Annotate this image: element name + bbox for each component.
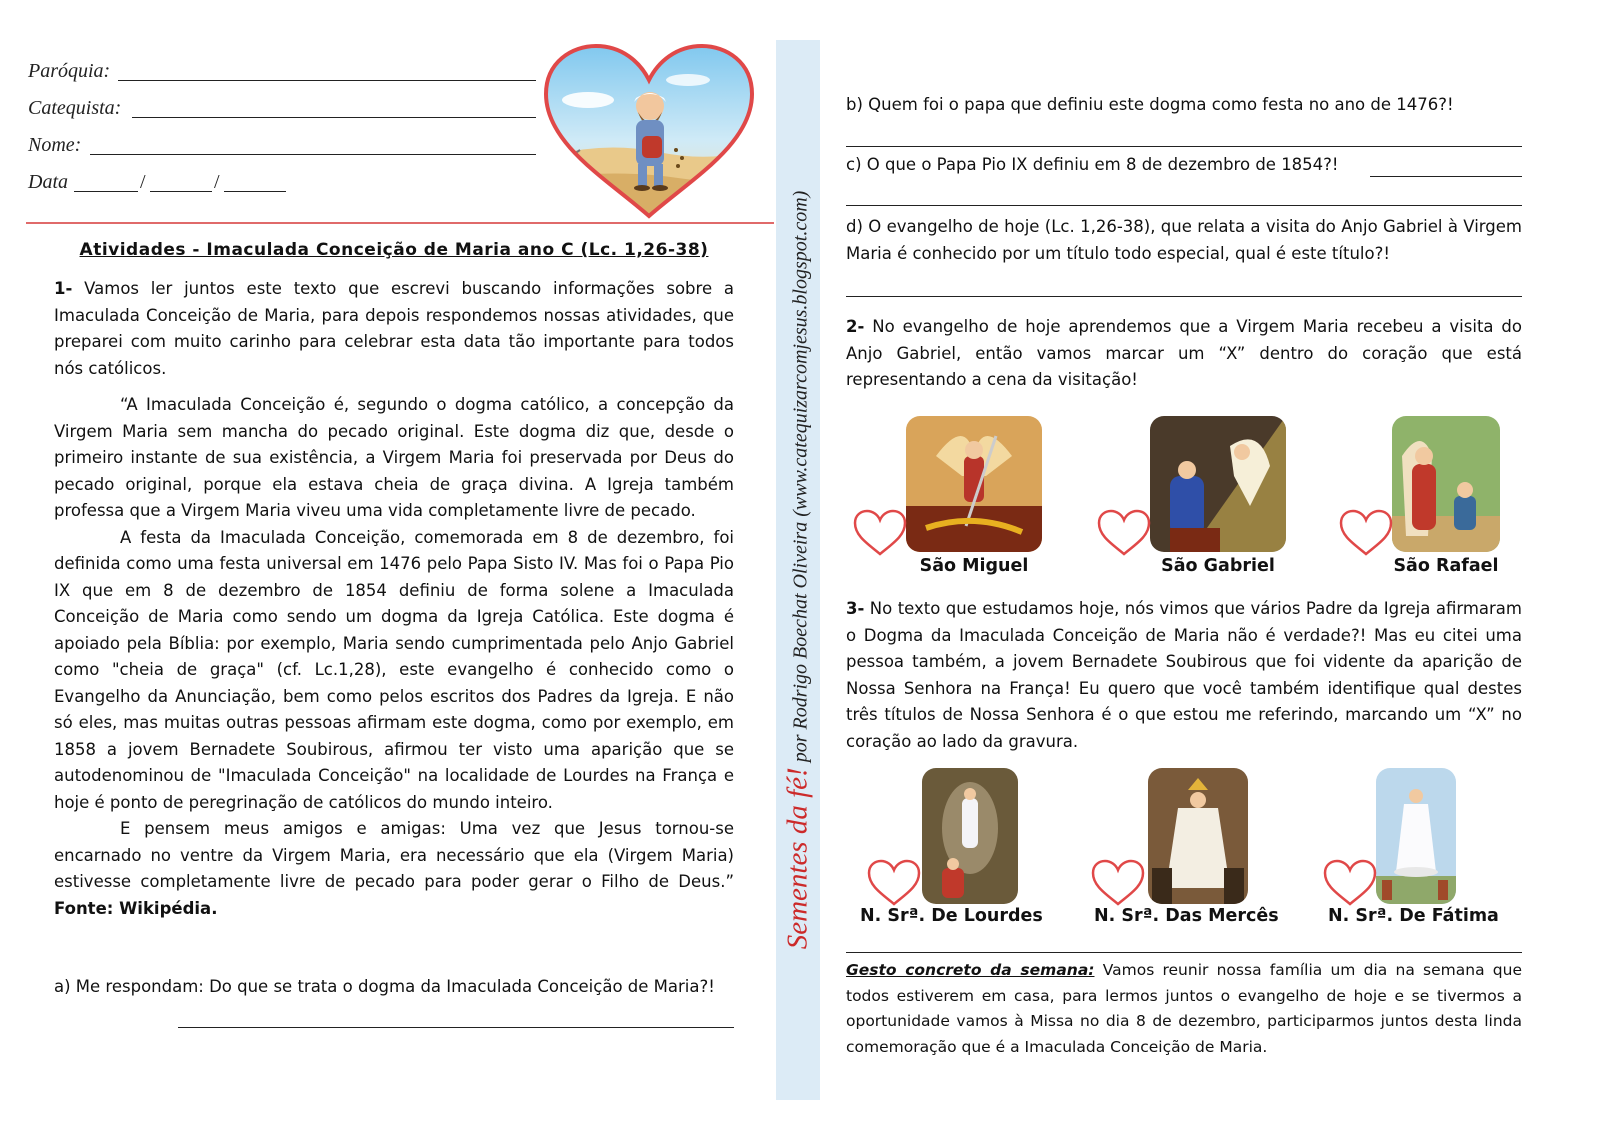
- question-d: [846, 214, 1522, 267]
- sower-heart-illustration: [538, 40, 760, 222]
- gesto-title: Gesto concreto da semana:: [846, 961, 1095, 979]
- question-c: [846, 152, 1522, 179]
- nossa-senhora-fatima-image: [1376, 768, 1456, 904]
- heart-checkbox-fatima[interactable]: [1322, 858, 1378, 908]
- sao-miguel-caption: São Miguel: [919, 556, 1029, 576]
- parish-field[interactable]: [118, 80, 536, 81]
- date-separator: /: [214, 171, 220, 193]
- page-title: Atividades - Imaculada Conceição de Maria ano C (Lc. 1,26-38): [79, 240, 709, 260]
- question-3-text: No texto que estudamos hoje, nós vimos que vários Padre da Igreja afirmaram o Dogma da Imaculada Conceição de Maria não é verdade?! Mas eu citei uma pessoa também, a jovem Bernadete Soubirous que foi vidente da aparição de Nossa Senhora na França! Eu quero que você também identifique qual destes três títulos de Nossa Senhora é o que estou me referindo, marcando um “X” no coração ao lado da gravura.: [846, 599, 1522, 751]
- heart-checkbox-sao-rafael[interactable]: [1338, 508, 1394, 558]
- brand-name: Sementes da fé!: [781, 767, 814, 950]
- gesto-section: [846, 958, 1522, 1060]
- reading-paragraph-1: “A Imaculada Conceição é, segundo o dogma católico, a concepção da Virgem Maria sem mancha do pecado original. Este dogma diz que, desde o primeiro instante de sua existência, a Virgem Maria foi preservada por Deus do pecado original, porque ela estava cheia de graça divina. A Igreja também professa que a Virgem Maria viveu uma vida completamente livre de pecado.: [54, 395, 734, 520]
- reading-paragraph-3: E pensem meus amigos e amigas: Uma vez que Jesus tornou-se encarnado no ventre da Virgem Maria, era necessário que ela (Virgem Maria) estivesse completamente livre de pecado para poder gerar o Filho de Deus.”: [54, 819, 734, 891]
- nossa-senhora-lourdes-image: [922, 768, 1018, 904]
- heart-checkbox-sao-miguel[interactable]: [852, 508, 908, 558]
- author-credit: por Rodrigo Boechat Oliveira (www.catequizarcomjesus.blogspot.com): [789, 190, 812, 768]
- answer-d-line[interactable]: [846, 296, 1522, 297]
- heart-checkbox-lourdes[interactable]: [866, 858, 922, 908]
- date-label: Data: [28, 171, 68, 193]
- question-c-text: c) O que o Papa Pio IX definiu em 8 de dezembro de 1854?!: [846, 155, 1339, 174]
- date-day-field[interactable]: [74, 191, 138, 192]
- name-field[interactable]: [90, 154, 536, 155]
- parish-label: Paróquia:: [28, 60, 111, 82]
- intro-question: [54, 276, 734, 382]
- source-citation: Fonte: Wikipédia.: [54, 898, 218, 918]
- name-label: Nome:: [28, 134, 82, 156]
- gesto-divider: [846, 952, 1522, 953]
- catechist-field[interactable]: [132, 117, 536, 118]
- question-number: 3-: [846, 599, 865, 618]
- header-divider: [26, 222, 774, 224]
- date-year-field[interactable]: [224, 191, 286, 192]
- sao-gabriel-image: [1150, 416, 1286, 552]
- lourdes-caption: N. Srª. De Lourdes: [860, 906, 1043, 926]
- nossa-senhora-merces-image: [1148, 768, 1248, 904]
- sao-miguel-image: [906, 416, 1042, 552]
- sao-rafael-image: [1392, 416, 1500, 552]
- merces-caption: N. Srª. Das Mercês: [1094, 906, 1279, 926]
- question-a: [54, 974, 734, 1001]
- question-d-text: d) O evangelho de hoje (Lc. 1,26-38), que relata a visita do Anjo Gabriel à Virgem Maria é conhecido por um título todo especial, qual é este título?!: [846, 217, 1522, 263]
- side-band-credit: [782, 191, 815, 950]
- answer-c-line[interactable]: [846, 205, 1522, 206]
- question-a-text: a) Me respondam: Do que se trata o dogma da Imaculada Conceição de Maria?!: [54, 977, 715, 996]
- date-month-field[interactable]: [150, 191, 212, 192]
- question-3: [846, 596, 1522, 755]
- sao-rafael-caption: São Rafael: [1393, 556, 1499, 576]
- question-2: [846, 314, 1522, 394]
- answer-b-line[interactable]: [846, 146, 1522, 147]
- gesto-text: Vamos reunir nossa família um dia na semana que todos estiverem em casa, para lermos juntos o evangelho de hoje e se tivermos a oportunidade vamos à Missa no dia 8 de dezembro, participarmos juntos desta linda comemoração que é a Imaculada Conceição de Maria.: [846, 961, 1523, 1056]
- question-1-text: Vamos ler juntos este texto que escrevi buscando informações sobre a Imaculada Conceição de Maria, para depois respondemos nossas atividades, que preparei com muito carinho para celebrar esta data tão importante para todos nós católicos.: [54, 279, 734, 378]
- answer-a-line[interactable]: [178, 1027, 734, 1028]
- answer-c-inline-line[interactable]: [1370, 176, 1522, 177]
- question-number: 2-: [846, 317, 865, 336]
- heart-checkbox-sao-gabriel[interactable]: [1096, 508, 1152, 558]
- catechist-label: Catequista:: [28, 97, 122, 119]
- question-b-text: b) Quem foi o papa que definiu este dogma como festa no ano de 1476?!: [846, 95, 1454, 114]
- date-separator: /: [140, 171, 146, 193]
- question-2-text: No evangelho de hoje aprendemos que a Virgem Maria recebeu a visita do Anjo Gabriel, então vamos marcar um “X” dentro do coração que está representando a cena da visitação!: [846, 317, 1522, 389]
- sao-gabriel-caption: São Gabriel: [1161, 556, 1275, 576]
- fatima-caption: N. Srª. De Fátima: [1328, 906, 1499, 926]
- reading-paragraph-2: A festa da Imaculada Conceição, comemorada em 8 de dezembro, foi definida como uma festa universal em 1476 pelo Papa Sisto IV. Mas foi o Papa Pio IX que em 8 de dezembro de 1854 definiu de forma solene a Imaculada Conceição de Maria como sendo um dogma da Igreja Católica. Este dogma é apoiado pela Bíblia: por exemplo, Maria sendo cumprimentada pelo Anjo Gabriel como "cheia de graça" (cf. Lc.1,28), este evangelho é conhecido como o Evangelho da Anunciação, bem como pelos escritos dos Padres da Igreja. E não só eles, mas muitas outras pessoas afirmam este dogma, como por exemplo, em 1858 a jovem Bernadete Soubirous, afirmou ter visto uma aparição que se autodenominou de "Imaculada Conceição" na localidade de Lourdes na França e hoje é ponto de peregrinação de católicos do mundo inteiro.: [54, 527, 734, 812]
- heart-checkbox-merces[interactable]: [1090, 858, 1146, 908]
- reading-text: [54, 392, 734, 922]
- question-b: [846, 92, 1522, 119]
- question-number: 1-: [54, 279, 73, 298]
